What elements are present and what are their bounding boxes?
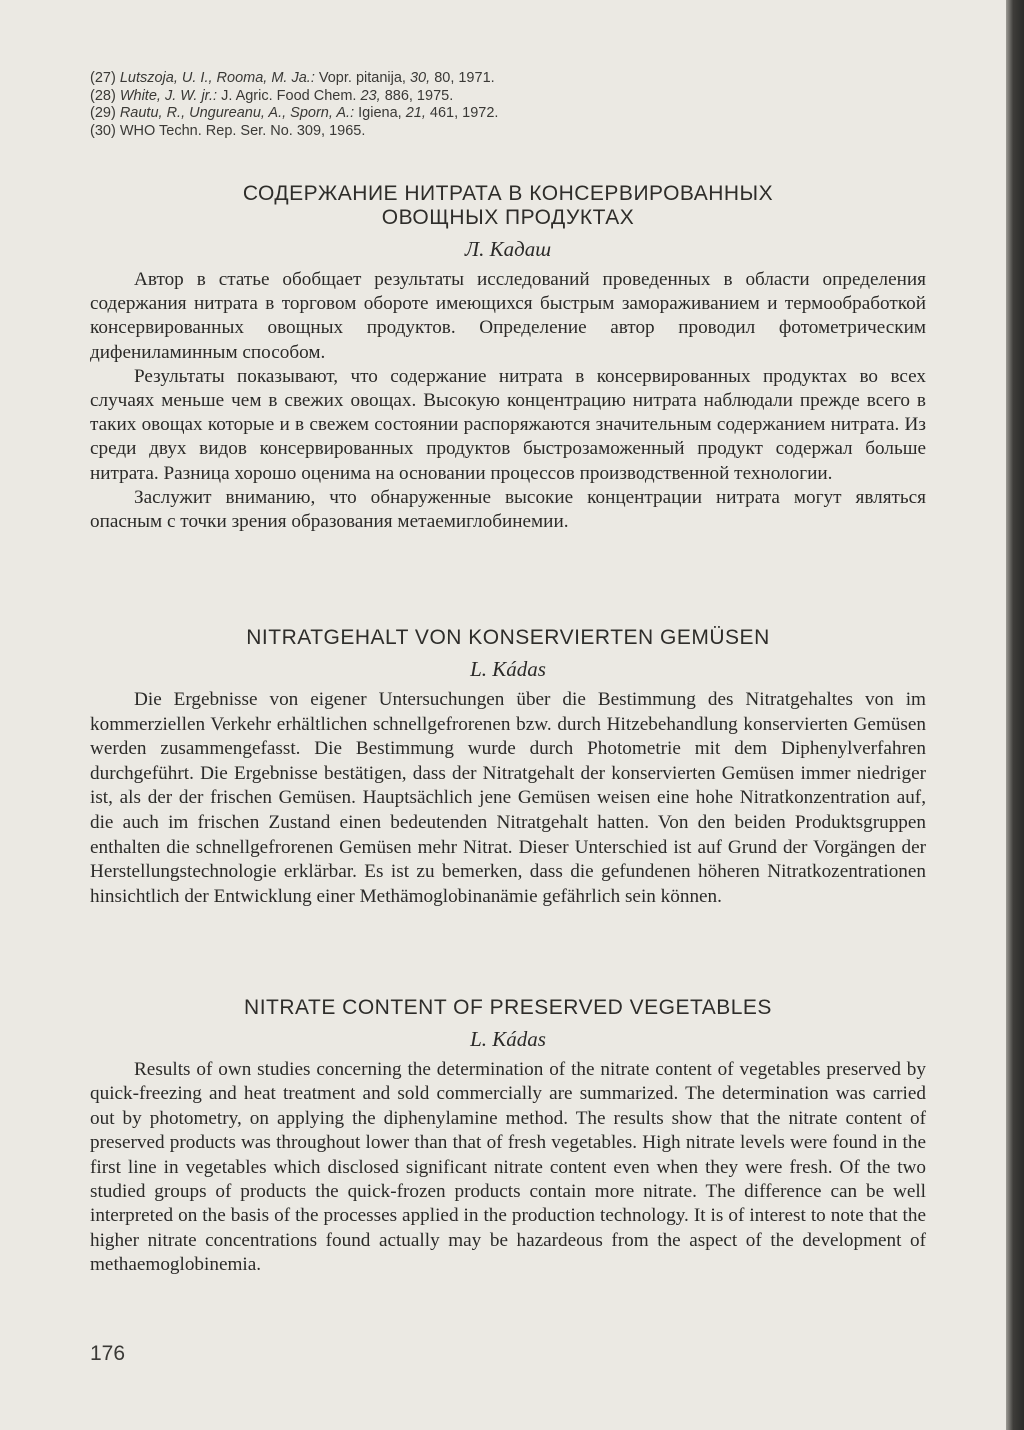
german-author: L. Kádas	[470, 657, 546, 681]
reference-journal: WHO Techn. Rep. Ser. No. 309, 1965.	[119, 122, 366, 139]
page-number: 176	[90, 1342, 126, 1365]
reference-pages: 80, 1971.	[434, 70, 495, 86]
english-abstract	[90, 996, 926, 1278]
reference-authors: Lutszoja, U. I., Rooma, M. Ja.:	[119, 70, 315, 86]
reference-volume: 23,	[360, 87, 381, 104]
reference-number: (28)	[90, 87, 116, 104]
reference-journal: Vopr. pitanija,	[318, 70, 406, 86]
russian-abstract	[90, 182, 926, 534]
english-title: NITRATE CONTENT OF PRESERVED VEGETABLES	[244, 996, 772, 1019]
reference-number: (30)	[90, 122, 116, 139]
english-author: L. Kádas	[470, 1027, 546, 1051]
german-paragraph: Die Ergebnisse von eigener Untersuchungen über die Bestimmung des Nitratgehaltes von im kommerziellen Verkehr erhältlichen schnellgefrorenen bzw. durch Hitzebehandlung konservierten Gemüsen werden zusammengefasst. Die Bestimmung wurde durch Photometrie mit dem Diphenylverfahren durchgeführt. Die Ergebnisse bestätigen, dass der Nitratgehalt der konservierten Gemüsen immer niedriger ist, als der der frischen Gemüsen. Hauptsächlich jene Gemüsen weisen eine hohe Nitratkonzentration auf, die auch im frischen Zustand einen bedeutenden Nitratgehalt hatten. Von den beiden Produktsgruppen enthalten die schnellgefrorenen Gemüsen mehr Nitrat. Dieser Unterschied ist auf Grund der Vorgängen der Herstellungstechnologie erklärbar. Es ist zu bemerken, dass die gefundenen höheren Nitratkozentrationen hinsichtlich der Entwicklung einer Methämoglobinanämie gefährlich sein können.	[90, 689, 926, 907]
russian-title-line: ОВОЩНЫХ ПРОДУКТАХ	[381, 206, 635, 229]
page-edge-shadow	[1006, 0, 1024, 1430]
reference-number: (27)	[90, 70, 116, 86]
reference-volume: 21,	[405, 105, 426, 121]
reference-pages: 461, 1972.	[429, 105, 499, 121]
reference-journal: Igiena,	[358, 105, 402, 121]
reference-item	[90, 88, 950, 106]
russian-paragraph: Заслужит вниманию, что обнаруженные высокие концентрации нитрата могут являться опасным с точки зрения образования метаемиглобинемии.	[90, 486, 926, 533]
russian-paragraph: Автор в статье обобщает результаты исследований проведенных в области определения содержания нитрата в торговом обороте имеющихся быстрым замораживанием и термообработкой консервированных овощных продуктов. Определение автор проводил фотометрическим дифениламинным способом.	[90, 269, 926, 363]
russian-title	[90, 182, 926, 230]
reference-item	[90, 105, 950, 123]
russian-paragraph: Результаты показывают, что содержание нитрата в консервированных продуктах во всех случаях меньше чем в свежих овощах. Высокую концентрацию нитрата наблюдали прежде всего в таких овощах которые и в свежем состоянии распоряжаются значительным содержанием нитрата. Из среди двух видов консервированных продуктов быстрозаможенный продукт содержал больше нитрата. Разница хорошо оценима на основании процессов производственной технологии.	[90, 365, 926, 484]
reference-authors: Rautu, R., Ungureanu, A., Sporn, A.:	[119, 105, 355, 121]
reference-list	[90, 70, 950, 140]
english-paragraph: Results of own studies concerning the determination of the nitrate content of vegetables preserved by quick-freezing and heat treatment and sold commercially are summarized. The determination was carried out by photometry, on applying the diphenylamine method. The results show that the nitrate content of preserved products was throughout lower than that of fresh vegetables. High nitrate levels were found in the first line in vegetables which disclosed significant nitrate content even when they were fresh. Of the two studied groups of products the quick-frozen products contain more nitrate. The difference can be well interpreted on the basis of the processes applied in the production technology. It is of interest to note that the higher nitrate concentrations found actually may be hazardeous from the aspect of the development of methaemoglobinemia.	[90, 1059, 926, 1276]
russian-author: Л. Кадаш	[464, 237, 552, 261]
reference-number: (29)	[90, 105, 116, 121]
reference-authors: White, J. W. jr.:	[119, 87, 218, 104]
reference-item	[90, 70, 950, 88]
reference-volume: 30,	[409, 70, 431, 86]
russian-title-line: СОДЕРЖАНИЕ НИТРАТА В КОНСЕРВИРОВАННЫХ	[242, 182, 774, 205]
german-title: NITRATGEHALT VON KONSERVIERTEN GEMÜSEN	[246, 626, 770, 649]
german-abstract	[90, 626, 926, 909]
reference-pages: 886, 1975.	[384, 87, 454, 104]
reference-item	[90, 123, 950, 141]
reference-journal: J. Agric. Food Chem.	[221, 87, 357, 104]
